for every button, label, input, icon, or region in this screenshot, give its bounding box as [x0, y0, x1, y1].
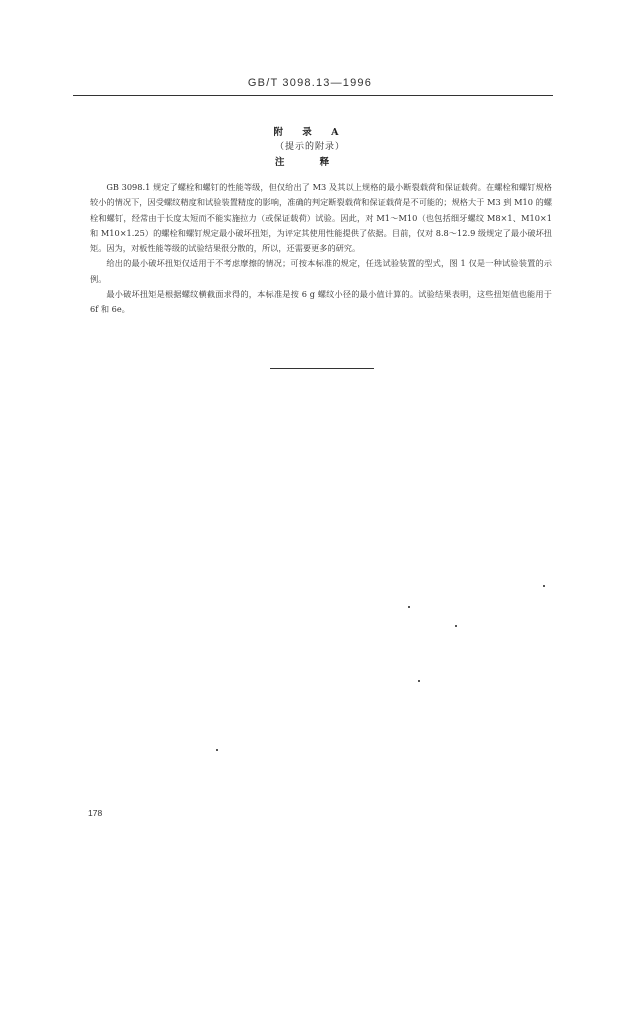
scan-speck	[455, 625, 457, 627]
standard-number-header: GB/T 3098.13—1996	[247, 77, 373, 89]
notes-heading: 注 释	[274, 157, 346, 168]
annex-body	[90, 180, 552, 318]
page-number: 178	[88, 808, 103, 818]
paragraph-1: GB 3098.1 规定了螺栓和螺钉的性能等级，但仅给出了 M3 及其以上规格的最小断裂载荷和保证载荷。在螺栓和螺钉规格较小的情况下，因受螺纹精度和试验装置精度的影响，准确的判定断裂载荷和保证载荷是不可能的；规格大于 M3 到 M10 的螺栓和螺钉，经常由于长度太短而不能实施拉力（或保证载荷）试验。因此，对 M1～M10（也包括细牙螺纹 M8×1、M10×1 和 M10×1.25）的螺栓和螺钉规定最小破坏扭矩，为评定其使用性能提供了依据。目前，仅对 8.8～12.9 级规定了最小破坏扭矩。因为，对板性能等级的试验结果很分散的，所以，还需要更多的研究。	[90, 182, 552, 254]
header-rule	[73, 95, 553, 96]
scan-speck	[418, 680, 420, 682]
scan-speck	[408, 606, 410, 608]
paragraph-3: 最小破坏扭矩是根据螺纹横截面求得的，本标准是按 6 g 螺纹小径的最小值计算的。试验结果表明，这些扭矩值也能用于 6f 和 6e。	[90, 289, 552, 315]
scan-speck	[216, 749, 218, 751]
scan-speck	[543, 585, 545, 587]
annex-subtitle: （提示的附录）	[274, 142, 345, 152]
end-rule	[270, 368, 374, 369]
annex-title: 附 录 A	[273, 127, 347, 138]
paragraph-2: 给出的最小破坏扭矩仅适用于不考虑摩擦的情况；可按本标准的规定，任选试验装置的型式，图 1 仅是一种试验装置的示例。	[90, 258, 552, 284]
